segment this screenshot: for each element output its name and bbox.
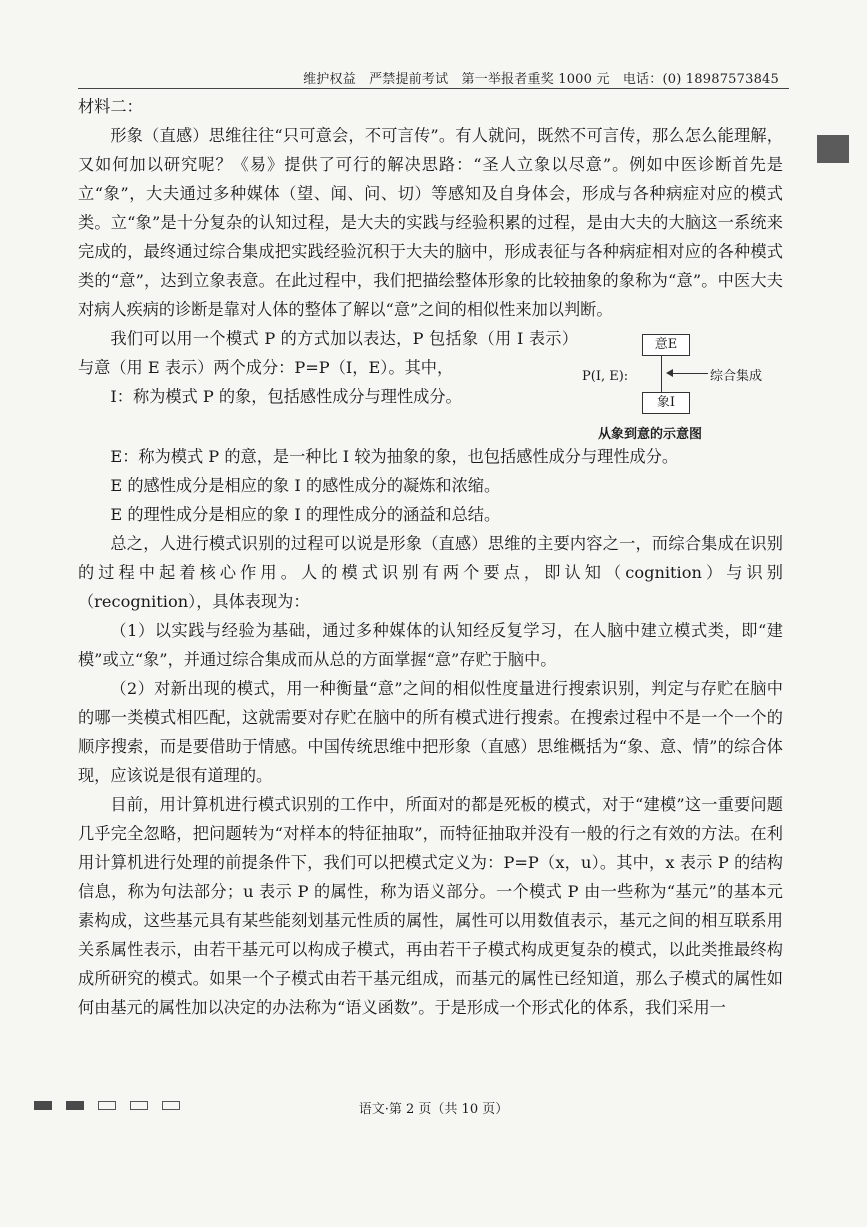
paragraph-3: I：称为模式 P 的象，包括感性成分与理性成分。 [110,387,462,406]
page-footer: 语文·第 2 页（共 10 页） [358,1102,509,1117]
paragraph-6: E 的理性成分是相应的象 I 的理性成分的涵益和总结。 [110,505,501,524]
diagram-connector [661,355,662,392]
image-to-meaning-diagram [578,324,783,442]
paragraph-7: 总之，人进行模式识别的过程可以说是形象（直感）思维的主要内容之一，而综合集成在识别的过程中起着核心作用。人的模式识别有两个要点，即认知（cognition）与识别（recognition），具体表现为： [78,534,783,611]
diagram-box-meaning: 意E [642,334,690,356]
paragraph-2: 我们可以用一个模式 P 的方式加以表达，P 包括象（用 I 表示）与意（用 E 表示）两个成分：P=P（I，E）。其中， [78,329,578,377]
diagram-box-image: 象I [642,392,690,414]
diagram-caption: 从象到意的示意图 [598,427,703,442]
header-rule [78,88,789,89]
document-body [78,92,783,1022]
paragraph-1: 形象（直感）思维往往“只可意会，不可言传”。有人就问，既然不可言传，那么怎么能理解，又如何加以研究呢？《易》提供了可行的解决思路：“圣人立象以尽意”。例如中医诊断首先是立“象”，大夫通过多种媒体（望、闻、问、切）等感知及自身体会，形成与各种病症对应的模式类。立“象”是十分复杂的认知过程，是大夫的实践与经验积累的过程，是由大夫的大脑这一系统来完成的，最终通过综合集成把实践经验沉积于大夫的脑中，形成表征与各种病症相对应的各种模式类的“意”，达到立象表意。在此过程中，我们把描绘整体形象的比较抽象的象称为“意”。中医大夫对病人疾病的诊断是靠对人体的整体了解以“意”之间的相似性来加以判断。 [78,126,783,319]
model-definition-text [78,324,578,411]
side-tab-marker [817,135,849,163]
paragraph-5: E 的感性成分是相应的象 I 的感性成分的凝炼和浓缩。 [110,476,501,495]
paragraph-8: （1）以实践与经验为基础，通过多种媒体的认知经反复学习，在人脑中建立模式类，即“建模”或立“象”，并通过综合集成而从总的方面掌握“意”存贮于脑中。 [78,621,783,669]
paragraph-9: （2）对新出现的模式，用一种衡量“意”之间的相似性度量进行搜索识别，判定与存贮在脑中的哪一类模式相匹配，这就需要对存贮在脑中的所有模式进行搜索。在搜索过程中不是一个一个的顺序搜索，而是要借助于情感。中国传统思维中把形象（直感）思维概括为“象、意、情”的综合体现，应该说是很有道理的。 [78,679,783,785]
page-header: 维护权益 严禁提前考试 第一举报者重奖 1000 元 电话：(0) 18987573845 [303,72,779,87]
section-title: 材料二： [78,97,143,116]
diagram-arrow-line [672,373,708,374]
paragraph-10: 目前，用计算机进行模式识别的工作中，所面对的都是死板的模式，对于“建模”这一重要问题几乎完全忽略，把问题转为“对样本的特征抽取”，而特征抽取并没有一般的行之有效的方法。在利用计算机进行处理的前提条件下，我们可以把模式定义为：P=P（x，u）。其中，x 表示 P 的结构信息，称为句法部分；u 表示 P 的属性，称为语义部分。一个模式 P 由一些称为“基元”的基本元素构成，这些基元具有某些能刻划基元性质的属性，属性可以用数值表示，基元之间的相互联系用关系属性表示，由若干基元可以构成子模式，再由若干子模式构成更复杂的模式，以此类推最终构成所研究的模式。如果一个子模式由若干基元组成，而基元的属性已经知道，那么子模式的属性如何由基元的属性加以决定的办法称为“语义函数”。于是形成一个形式化的体系，我们采用一 [78,795,783,1017]
diagram-arrow-label: 综合集成 [710,369,763,384]
model-definition-block [78,324,783,442]
paragraph-4: E：称为模式 P 的意，是一种比 I 较为抽象的象，也包括感性成分与理性成分。 [110,447,679,466]
diagram-pattern-label: P(I, E): [582,369,629,384]
